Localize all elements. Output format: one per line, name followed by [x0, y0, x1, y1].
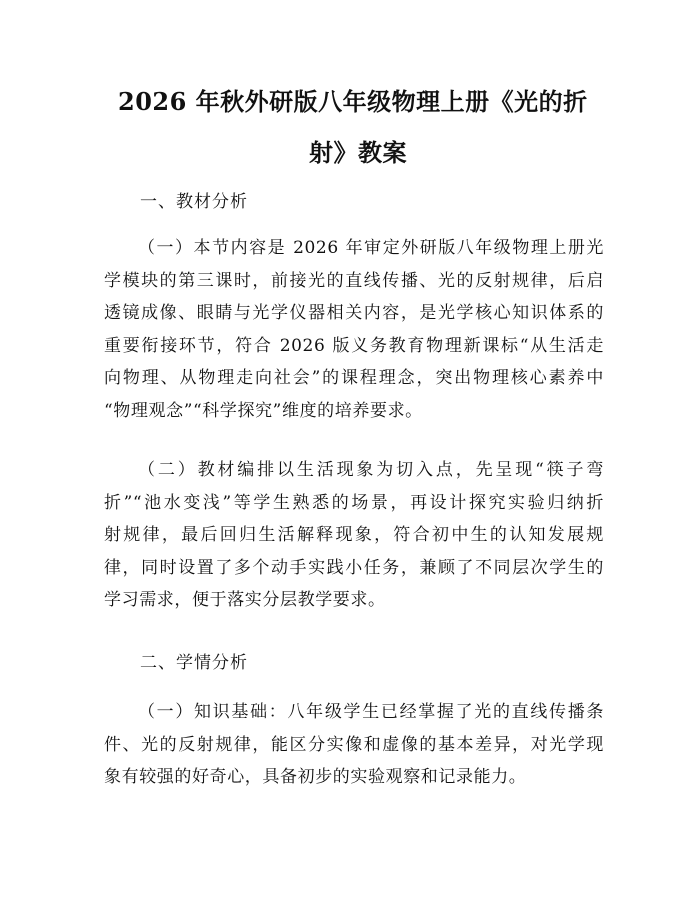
- paragraph-line: 学模块的第三课时，前接光的直线传播、光的反射规律，后启: [104, 270, 604, 291]
- paragraph-line: 件、光的反射规律，能区分实像和虚像的基本差异，对光学现: [104, 734, 604, 755]
- title-line-1: 2026 年秋外研版八年级物理上册《光的折: [118, 87, 588, 116]
- paragraph-line: 重要衔接环节，符合 2026 版义务教育物理新课标“从生活走: [104, 335, 604, 356]
- paragraph-line: （一）知识基础：八年级学生已经掌握了光的直线传播条: [138, 702, 604, 722]
- paragraph-line: 射规律，最后回归生活解释现象，符合初中生的认知发展规: [104, 525, 604, 545]
- document-title: [118, 76, 598, 178]
- section-heading-learner-analysis: 二、学情分析: [140, 653, 248, 673]
- title-line-2: 射》教案: [309, 138, 407, 167]
- paragraph-line: “物理观念”“科学探究”维度的培养要求。: [104, 400, 423, 421]
- section-heading-textbook-analysis: 一、教材分析: [140, 192, 248, 212]
- paragraph-line: 透镜成像、眼睛与光学仪器相关内容，是光学核心知识体系的: [104, 303, 604, 323]
- paragraph-textbook-content: [104, 232, 604, 427]
- paragraph-textbook-arrangement: [104, 454, 604, 617]
- paragraph-line: （二）教材编排以生活现象为切入点，先呈现“筷子弯: [138, 460, 604, 480]
- paragraph-line: 折”“池水变浅”等学生熟悉的场景，再设计探究实验归纳折: [104, 492, 604, 513]
- paragraph-line: 象有较强的好奇心，具备初步的实验观察和记录能力。: [104, 767, 527, 787]
- paragraph-line: 学习需求，便于落实分层教学要求。: [104, 590, 386, 610]
- paragraph-knowledge-base: [104, 696, 604, 794]
- paragraph-line: （一）本节内容是 2026 年审定外研版八年级物理上册光: [138, 238, 604, 258]
- paragraph-line: 律，同时设置了多个动手实践小任务，兼顾了不同层次学生的: [104, 557, 604, 578]
- paragraph-line: 向物理、从物理走向社会”的课程理念，突出物理核心素养中: [104, 368, 604, 388]
